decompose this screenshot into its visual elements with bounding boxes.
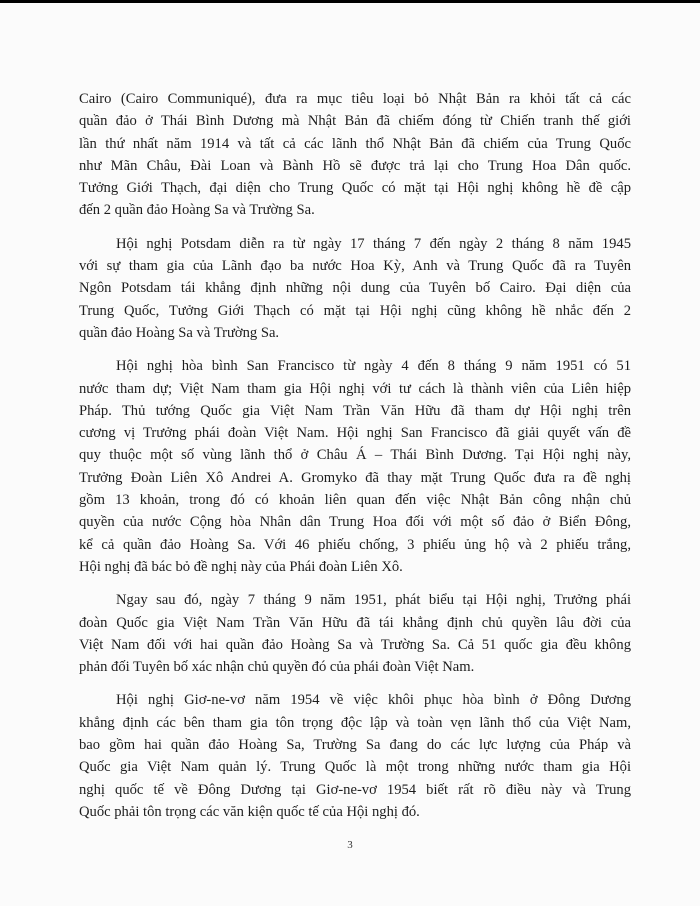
text-line: như Mãn Châu, Đài Loan và Bành Hồ sẽ được trả lại cho Trung Hoa Dân quốc. (79, 157, 631, 174)
text-line: Ngay sau đó, ngày 7 tháng 9 năm 1951, phát biểu tại Hội nghị, Trưởng phái (116, 592, 631, 609)
text-line: bao gồm hai quần đảo Hoàng Sa, Trường Sa đang do các lực lượng của Pháp và (79, 737, 631, 754)
paragraph-tran-van-huu (79, 589, 631, 678)
paragraph-geneva (79, 689, 631, 823)
text-line: với sự tham gia của Lãnh đạo ba nước Hoa Kỳ, Anh và Trung Quốc đã ra Tuyên (79, 258, 631, 275)
document-body (79, 88, 631, 834)
text-line: Hội nghị hòa bình San Francisco từ ngày 4 đến 8 tháng 9 năm 1951 có 51 (116, 358, 631, 375)
text-line: kể cả quần đảo Hoàng Sa. Với 46 phiếu chống, 3 phiếu ủng hộ và 2 phiếu trắng, (79, 536, 631, 553)
paragraph-san-francisco (79, 355, 631, 578)
text-line: cương vị Trưởng phái đoàn Việt Nam. Hội nghị San Francisco đã giải quyết vấn đề (79, 425, 631, 442)
text-line: Ngôn Potsdam tái khẳng định những nội dung của Tuyên bố Cairo. Đại diện của (79, 280, 631, 297)
text-line: quy thuộc một số vùng lãnh thổ ở Châu Á – Thái Bình Dương. Tại Hội nghị này, (79, 447, 631, 464)
text-line: quyền của nước Cộng hòa Nhân dân Trung Hoa đối với một số đảo ở Biển Đông, (79, 514, 631, 531)
text-line: nước tham dự; Việt Nam tham gia Hội nghị với tư cách là thành viên của Liên hiệp (79, 380, 631, 397)
text-line: Quốc phải tôn trọng các văn kiện quốc tế của Hội nghị đó. (79, 803, 420, 820)
paragraph-potsdam (79, 233, 631, 344)
text-line: phản đối Tuyên bố xác nhận chủ quyền đó của phái đoàn Việt Nam. (79, 659, 475, 676)
text-line: Pháp. Thủ tướng Quốc gia Việt Nam Trần Văn Hữu đã tham dự Hội nghị trên (79, 402, 631, 419)
text-line: Trung Quốc, Tưởng Giới Thạch có mặt tại Hội nghị cũng không hề nhắc đến 2 (79, 302, 631, 319)
text-line: Trưởng Đoàn Liên Xô Andrei A. Gromyko đã thay mặt Trung Quốc đưa ra đề nghị (79, 469, 631, 486)
page-number: 3 (347, 839, 353, 851)
text-line: Quốc gia Việt Nam quản lý. Trung Quốc là một trong những nước tham gia Hội (79, 759, 631, 776)
text-line: gồm 13 khoản, trong đó có khoản liên quan đến việc Nhật Bản công nhận chủ (79, 492, 631, 509)
text-line: nghị quốc tế về Đông Dương tại Giơ-ne-vơ 1954 biết rất rõ điều này và Trung (79, 781, 631, 798)
text-line: khẳng định các bên tham gia tôn trọng độc lập và toàn vẹn lãnh thổ của Việt Nam, (79, 714, 631, 731)
text-line: đến 2 quần đảo Hoàng Sa và Trường Sa. (79, 202, 315, 219)
document-page (0, 3, 700, 906)
text-line: Việt Nam đối với hai quần đảo Hoàng Sa và Trường Sa. Cả 51 quốc gia đều không (79, 636, 631, 653)
text-line: Hội nghị Potsdam diễn ra từ ngày 17 tháng 7 đến ngày 2 tháng 8 năm 1945 (116, 235, 631, 252)
text-line: Hội nghị đã bác bỏ đề nghị này của Phái đoàn Liên Xô. (79, 558, 403, 575)
text-line: Tưởng Giới Thạch, đại diện cho Trung Quốc có mặt tại Hội nghị không hề đề cập (79, 180, 631, 197)
text-line: Hội nghị Giơ-ne-vơ năm 1954 về việc khôi phục hòa bình ở Đông Dương (116, 692, 631, 709)
text-line: quần đảo Hoàng Sa và Trường Sa. (79, 324, 280, 341)
text-line: lần thứ nhất năm 1914 và tất cả các lãnh thổ Nhật Bản đã chiếm của Trung Quốc (79, 135, 631, 152)
paragraph-cairo (79, 88, 631, 222)
text-line: quần đảo ở Thái Bình Dương mà Nhật Bản đã chiếm đóng từ Chiến tranh thế giới (79, 113, 631, 130)
text-line: đoàn Quốc gia Việt Nam Trần Văn Hữu đã tái khẳng định chủ quyền lâu đời của (79, 614, 631, 631)
text-line: Cairo (Cairo Communiqué), đưa ra mục tiêu loại bỏ Nhật Bản ra khỏi tất cả các (79, 91, 631, 107)
